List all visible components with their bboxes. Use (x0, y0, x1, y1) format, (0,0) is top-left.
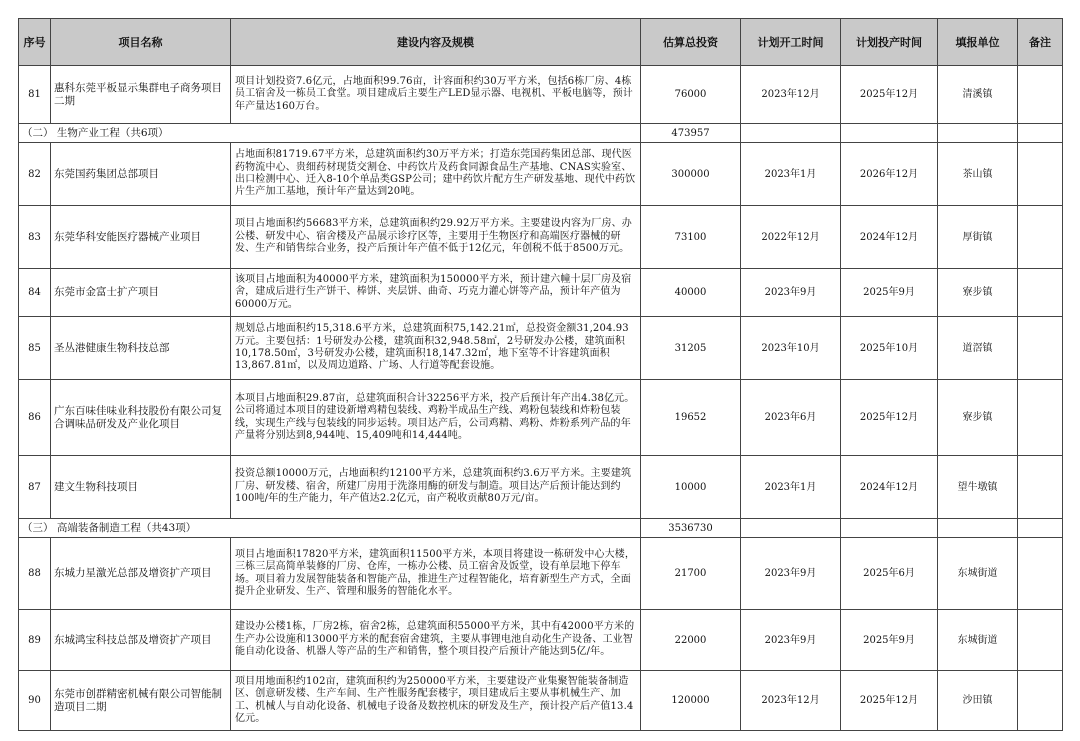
cell-remark (1018, 671, 1063, 731)
cell-name: 东城鸿宝科技总部及增资扩产项目 (51, 610, 231, 671)
project-table (18, 18, 1063, 731)
cell-unit: 清溪镇 (938, 66, 1018, 124)
cell-remark (1018, 66, 1063, 124)
cell-seq: 90 (19, 671, 51, 731)
cell-production: 2025年10月 (841, 317, 938, 380)
group-label: （二） 生物产业工程（共6项） (19, 124, 641, 143)
cell-start: 2023年12月 (741, 671, 841, 731)
cell-invest: 40000 (641, 269, 741, 317)
table-row (19, 671, 1063, 731)
cell-start: 2023年1月 (741, 456, 841, 519)
cell-unit: 厚街镇 (938, 206, 1018, 269)
table-row (19, 456, 1063, 519)
header-content: 建设内容及规模 (231, 19, 641, 66)
cell-remark (1018, 143, 1063, 206)
table-row (19, 538, 1063, 610)
cell-unit: 东城街道 (938, 610, 1018, 671)
cell-seq: 86 (19, 380, 51, 456)
cell-name: 建文生物科技项目 (51, 456, 231, 519)
header-remark: 备注 (1018, 19, 1063, 66)
cell-invest: 31205 (641, 317, 741, 380)
cell-seq: 85 (19, 317, 51, 380)
cell-name: 东莞市金富士扩产项目 (51, 269, 231, 317)
cell-invest: 120000 (641, 671, 741, 731)
cell-start: 2023年1月 (741, 143, 841, 206)
cell-seq: 87 (19, 456, 51, 519)
cell-remark (1018, 610, 1063, 671)
header-name: 项目名称 (51, 19, 231, 66)
cell-production: 2025年12月 (841, 671, 938, 731)
cell-content: 规划总占地面积约15,318.6平方米，总建筑面积75,142.21㎡，总投资金额31,204.93万元。主要包括：1号研发办公楼，建筑面积32,948.58㎡，2号研发办公楼，建筑面积10,178.50㎡，3号研发办公楼，建筑面积18,147.32㎡，地下室等不计容建筑面积13,867.81㎡，以及周边道路、广场、人行道等配套设施。 (231, 317, 641, 380)
cell-seq: 89 (19, 610, 51, 671)
cell-name: 东城力星激光总部及增资扩产项目 (51, 538, 231, 610)
cell-start: 2023年10月 (741, 317, 841, 380)
cell-content: 该项目占地面积为40000平方米，建筑面积为150000平方米，预计建六幢十层厂房及宿舍，建成后进行生产饼干、棒饼、夹层饼、曲奇、巧克力灌心饼等产品，预计年产值为60000万元。 (231, 269, 641, 317)
cell-invest: 22000 (641, 610, 741, 671)
cell-unit: 沙田镇 (938, 671, 1018, 731)
cell-content: 项目占地面积约56683平方米，总建筑面积约29.92万平方米。主要建设内容为厂房、办公楼、研发中心、宿舍楼及产品展示诊疗区等，主要用于生物医疗和高端医疗器械的研发、生产和销售综合业务，投产后预计年产值不低于12亿元，年创税不低于8500万元。 (231, 206, 641, 269)
cell-unit: 东城街道 (938, 538, 1018, 610)
cell-invest: 10000 (641, 456, 741, 519)
group-row (19, 124, 1063, 143)
cell-name: 惠科东莞平板显示集群电子商务项目二期 (51, 66, 231, 124)
cell-name: 东莞市创群精密机械有限公司智能制造项目二期 (51, 671, 231, 731)
cell-remark (1018, 317, 1063, 380)
cell-unit: 望牛墩镇 (938, 456, 1018, 519)
project-table-sheet (18, 18, 1062, 731)
cell-start: 2023年9月 (741, 610, 841, 671)
header-invest: 估算总投资 (641, 19, 741, 66)
cell-start: 2022年12月 (741, 206, 841, 269)
cell-content: 项目用地面积约102亩，建筑面积约为250000平方米，主要建设产业集聚智能装备制造区、创意研发楼、生产车间、生产性服务配套楼宇，项目建成后主要从事机械生产、加工、机械人与自动化设备、机械电子设备及数控机床的研发及生产，预计投产后产值13.4亿元。 (231, 671, 641, 731)
cell-seq: 88 (19, 538, 51, 610)
header-unit: 填报单位 (938, 19, 1018, 66)
table-row (19, 143, 1063, 206)
cell-production: 2024年12月 (841, 456, 938, 519)
cell-start: 2023年9月 (741, 269, 841, 317)
cell-start: 2023年12月 (741, 66, 841, 124)
cell-invest: 300000 (641, 143, 741, 206)
cell-remark (1018, 380, 1063, 456)
cell-production: 2025年6月 (841, 538, 938, 610)
cell-content: 项目占地面积17820平方米，建筑面积11500平方米，本项目将建设一栋研发中心大楼，三栋三层高简单装修的厂房、仓库，一栋办公楼、员工宿舍及饭堂，设有单层地下停车场。项目着力发展智能装备和智能产品，推进生产过程智能化，培育新型生产方式，全面提升企业研发、生产、管理和服务的智能化水平。 (231, 538, 641, 610)
table-row (19, 66, 1063, 124)
cell-production: 2026年12月 (841, 143, 938, 206)
header-start: 计划开工时间 (741, 19, 841, 66)
cell-invest: 73100 (641, 206, 741, 269)
header-production: 计划投产时间 (841, 19, 938, 66)
cell-name: 广东百味佳味业科技股份有限公司复合调味品研发及产业化项目 (51, 380, 231, 456)
cell-invest: 76000 (641, 66, 741, 124)
cell-content: 占地面积81719.67平方米，总建筑面积约30万平方米；打造东莞国药集团总部、现代医药物流中心、贵细药材现货交割仓、中药饮片及药食同源食品生产基地、CNAS实验室、出口检测中心、迁入8-10个单品类GSP公司；建中药饮片配方生产研发基地、现代中药饮片生产加工基地，预计年产量达到20吨。 (231, 143, 641, 206)
cell-production: 2024年12月 (841, 206, 938, 269)
cell-name: 东莞华科安能医疗器械产业项目 (51, 206, 231, 269)
cell-unit: 寮步镇 (938, 269, 1018, 317)
cell-seq: 82 (19, 143, 51, 206)
table-row (19, 317, 1063, 380)
header-row (19, 19, 1063, 66)
group-invest: 473957 (641, 124, 741, 143)
cell-content: 本项目占地面积29.87亩，总建筑面积合计32256平方米，投产后预计年产出4.38亿元。公司将通过本项目的建设新增鸡精包装线、鸡粉半成品生产线、鸡粉包装线和炸粉包装线，实现生产线与包装线的同步运转。项目达产后，公司鸡精、鸡粉、炸粉系列产品的年产量将分别达到8,944吨、15,409吨和14,444吨。 (231, 380, 641, 456)
table-row (19, 380, 1063, 456)
cell-remark (1018, 538, 1063, 610)
cell-seq: 84 (19, 269, 51, 317)
cell-production: 2025年12月 (841, 66, 938, 124)
table-row (19, 269, 1063, 317)
cell-content: 建设办公楼1栋，厂房2栋，宿舍2栋，总建筑面积55000平方米，其中有42000平方米的生产办公设施和13000平方米的配套宿舍建筑，主要从事锂电池自动化生产设备、工业智能自动化设备、机器人等产品的生产和销售，整个项目投产后预计产能达到5亿/年。 (231, 610, 641, 671)
cell-unit: 茶山镇 (938, 143, 1018, 206)
cell-content: 项目计划投资7.6亿元，占地面积99.76亩，计容面积约30万平方米，包括6栋厂房、4栋员工宿舍及一栋员工食堂。项目建成后主要生产LED显示器、电视机、平板电脑等，预计年产量达160万台。 (231, 66, 641, 124)
cell-seq: 83 (19, 206, 51, 269)
cell-name: 圣丛港健康生物科技总部 (51, 317, 231, 380)
cell-invest: 21700 (641, 538, 741, 610)
group-label: （三） 高端装备制造工程（共43项） (19, 519, 641, 538)
table-row (19, 610, 1063, 671)
group-invest: 3536730 (641, 519, 741, 538)
cell-unit: 寮步镇 (938, 380, 1018, 456)
cell-production: 2025年9月 (841, 269, 938, 317)
cell-content: 投资总额10000万元，占地面积约12100平方米，总建筑面积约3.6万平方米。主要建筑厂房、研发楼、宿舍，所建厂房用于洗涤用酶的研发与制造。项目达产后预计能达到约100吨/年的生产能力，年产值达2.2亿元，亩产税收贡献80万元/亩。 (231, 456, 641, 519)
cell-remark (1018, 456, 1063, 519)
cell-start: 2023年9月 (741, 538, 841, 610)
header-seq: 序号 (19, 19, 51, 66)
cell-invest: 19652 (641, 380, 741, 456)
cell-start: 2023年6月 (741, 380, 841, 456)
cell-name: 东莞国药集团总部项目 (51, 143, 231, 206)
table-row (19, 206, 1063, 269)
cell-production: 2025年12月 (841, 380, 938, 456)
cell-seq: 81 (19, 66, 51, 124)
cell-production: 2025年9月 (841, 610, 938, 671)
cell-unit: 道滘镇 (938, 317, 1018, 380)
cell-remark (1018, 206, 1063, 269)
cell-remark (1018, 269, 1063, 317)
group-row (19, 519, 1063, 538)
